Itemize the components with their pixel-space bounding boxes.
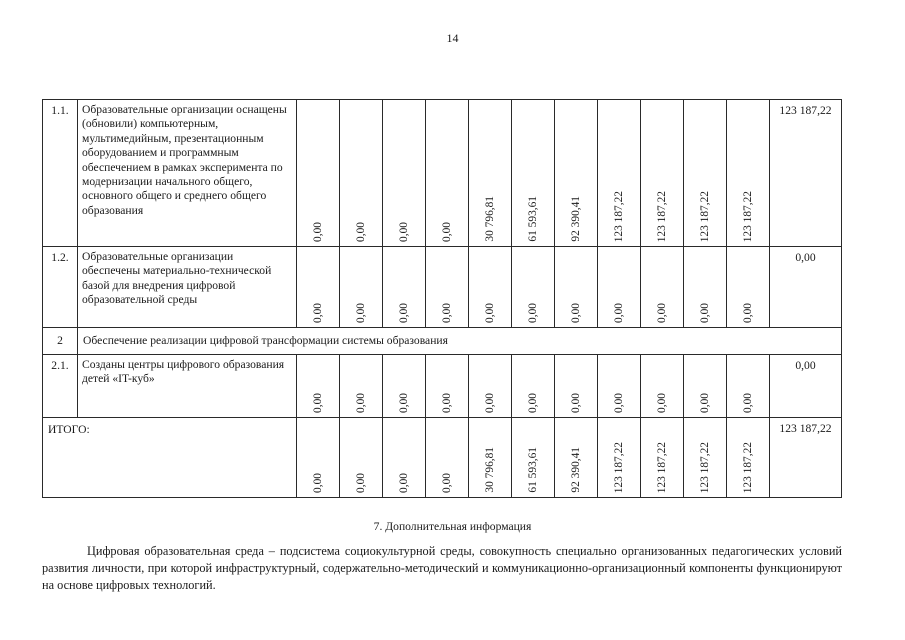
value-text: 0,00 xyxy=(741,393,754,413)
value-text: 0,00 xyxy=(612,303,625,323)
value-text: 123 187,22 xyxy=(741,441,754,493)
value-cell xyxy=(383,418,426,498)
value-text: 0,00 xyxy=(311,393,324,413)
value-cell xyxy=(383,247,426,328)
value-text: 0,00 xyxy=(354,303,367,323)
value-text: 30 796,81 xyxy=(483,447,496,493)
table-body xyxy=(43,100,842,498)
section-heading: 7. Дополнительная информация xyxy=(373,520,532,533)
budget-table xyxy=(42,99,842,498)
value-text: 0,00 xyxy=(397,222,410,242)
value-text: 0,00 xyxy=(741,303,754,323)
value-text: 0,00 xyxy=(698,303,711,323)
value-text: 0,00 xyxy=(397,393,410,413)
value-cell xyxy=(469,418,512,498)
value-text: 0,00 xyxy=(655,393,668,413)
value-cell xyxy=(684,100,727,247)
value-text: 123 187,22 xyxy=(698,441,711,493)
value-cell xyxy=(641,355,684,418)
value-cell xyxy=(426,355,469,418)
value-cell xyxy=(426,418,469,498)
row-description: Образовательные организации оснащены (обновили) компьютерным, мультимедийным, презентационным оборудованием и программным обеспечением в рамках эксперимента по модернизации начального общего, основного общего и среднего общего образования xyxy=(78,100,297,247)
value-cell xyxy=(297,247,340,328)
value-cell xyxy=(727,247,770,328)
value-cell xyxy=(512,100,555,247)
section-row xyxy=(43,328,842,355)
value-cell xyxy=(297,418,340,498)
value-cell xyxy=(512,418,555,498)
value-cell xyxy=(383,355,426,418)
table-row xyxy=(43,100,842,247)
itogo-row xyxy=(43,418,842,498)
value-text: 123 187,22 xyxy=(655,441,668,493)
row-total: 0,00 xyxy=(770,247,842,328)
value-cell xyxy=(426,247,469,328)
value-text: 92 390,41 xyxy=(569,447,582,493)
value-text: 0,00 xyxy=(483,303,496,323)
value-text: 92 390,41 xyxy=(569,196,582,242)
value-text: 0,00 xyxy=(440,222,453,242)
value-text: 0,00 xyxy=(526,393,539,413)
itogo-label: ИТОГО: xyxy=(43,418,297,498)
value-text: 0,00 xyxy=(311,303,324,323)
value-text: 0,00 xyxy=(311,222,324,242)
table-row xyxy=(43,247,842,328)
value-cell xyxy=(340,247,383,328)
value-cell xyxy=(684,418,727,498)
value-text: 123 187,22 xyxy=(698,190,711,242)
value-cell xyxy=(684,355,727,418)
value-cell xyxy=(598,418,641,498)
value-cell xyxy=(727,355,770,418)
value-cell xyxy=(469,247,512,328)
table-row xyxy=(43,355,842,418)
value-text: 30 796,81 xyxy=(483,196,496,242)
value-cell xyxy=(598,247,641,328)
value-text: 0,00 xyxy=(483,393,496,413)
value-cell xyxy=(641,418,684,498)
value-cell xyxy=(340,355,383,418)
row-code: 1.2. xyxy=(43,247,78,328)
value-cell xyxy=(598,100,641,247)
value-cell xyxy=(641,100,684,247)
value-cell xyxy=(340,418,383,498)
value-text: 0,00 xyxy=(569,393,582,413)
row-code: 2.1. xyxy=(43,355,78,418)
value-text: 0,00 xyxy=(612,393,625,413)
value-cell xyxy=(469,100,512,247)
section-title: Обеспечение реализации цифровой трансформации системы образования xyxy=(78,328,842,355)
section-code: 2 xyxy=(43,328,78,355)
value-text: 123 187,22 xyxy=(612,441,625,493)
page-number: 14 xyxy=(446,31,459,45)
value-cell xyxy=(555,247,598,328)
value-text: 0,00 xyxy=(698,393,711,413)
value-cell xyxy=(512,355,555,418)
value-text: 0,00 xyxy=(440,393,453,413)
row-code: 1.1. xyxy=(43,100,78,247)
value-text: 123 187,22 xyxy=(612,190,625,242)
value-text: 123 187,22 xyxy=(655,190,668,242)
value-text: 0,00 xyxy=(354,473,367,493)
value-cell xyxy=(598,355,641,418)
row-description: Созданы центры цифрового образования детей «IT-куб» xyxy=(78,355,297,418)
value-cell xyxy=(555,100,598,247)
value-cell xyxy=(684,247,727,328)
value-text: 0,00 xyxy=(440,473,453,493)
row-description: Образовательные организации обеспечены материально-технической базой для внедрения цифровой образовательной среды xyxy=(78,247,297,328)
value-text: 0,00 xyxy=(311,473,324,493)
value-cell xyxy=(426,100,469,247)
info-paragraph: Цифровая образовательная среда – подсистема социокультурной среды, совокупность специально организованных педагогических условий развития личности, при которой инфраструктурный, содержательно-методический и коммуникационно-организационный компоненты функционируют на основе цифровых технологий. xyxy=(42,544,842,592)
value-text: 0,00 xyxy=(655,303,668,323)
value-text: 61 593,61 xyxy=(526,196,539,242)
value-text: 0,00 xyxy=(354,222,367,242)
value-text: 0,00 xyxy=(397,473,410,493)
value-cell xyxy=(340,100,383,247)
itogo-total: 123 187,22 xyxy=(770,418,842,498)
value-cell xyxy=(555,418,598,498)
value-text: 0,00 xyxy=(526,303,539,323)
value-cell xyxy=(641,247,684,328)
value-text: 0,00 xyxy=(397,303,410,323)
value-text: 61 593,61 xyxy=(526,447,539,493)
row-total: 123 187,22 xyxy=(770,100,842,247)
value-cell xyxy=(512,247,555,328)
value-cell xyxy=(297,100,340,247)
value-text: 0,00 xyxy=(440,303,453,323)
value-text: 0,00 xyxy=(354,393,367,413)
value-text: 0,00 xyxy=(569,303,582,323)
value-cell xyxy=(727,418,770,498)
value-cell xyxy=(297,355,340,418)
value-cell xyxy=(469,355,512,418)
value-cell xyxy=(555,355,598,418)
row-total: 0,00 xyxy=(770,355,842,418)
value-text: 123 187,22 xyxy=(741,190,754,242)
value-cell xyxy=(383,100,426,247)
value-cell xyxy=(727,100,770,247)
